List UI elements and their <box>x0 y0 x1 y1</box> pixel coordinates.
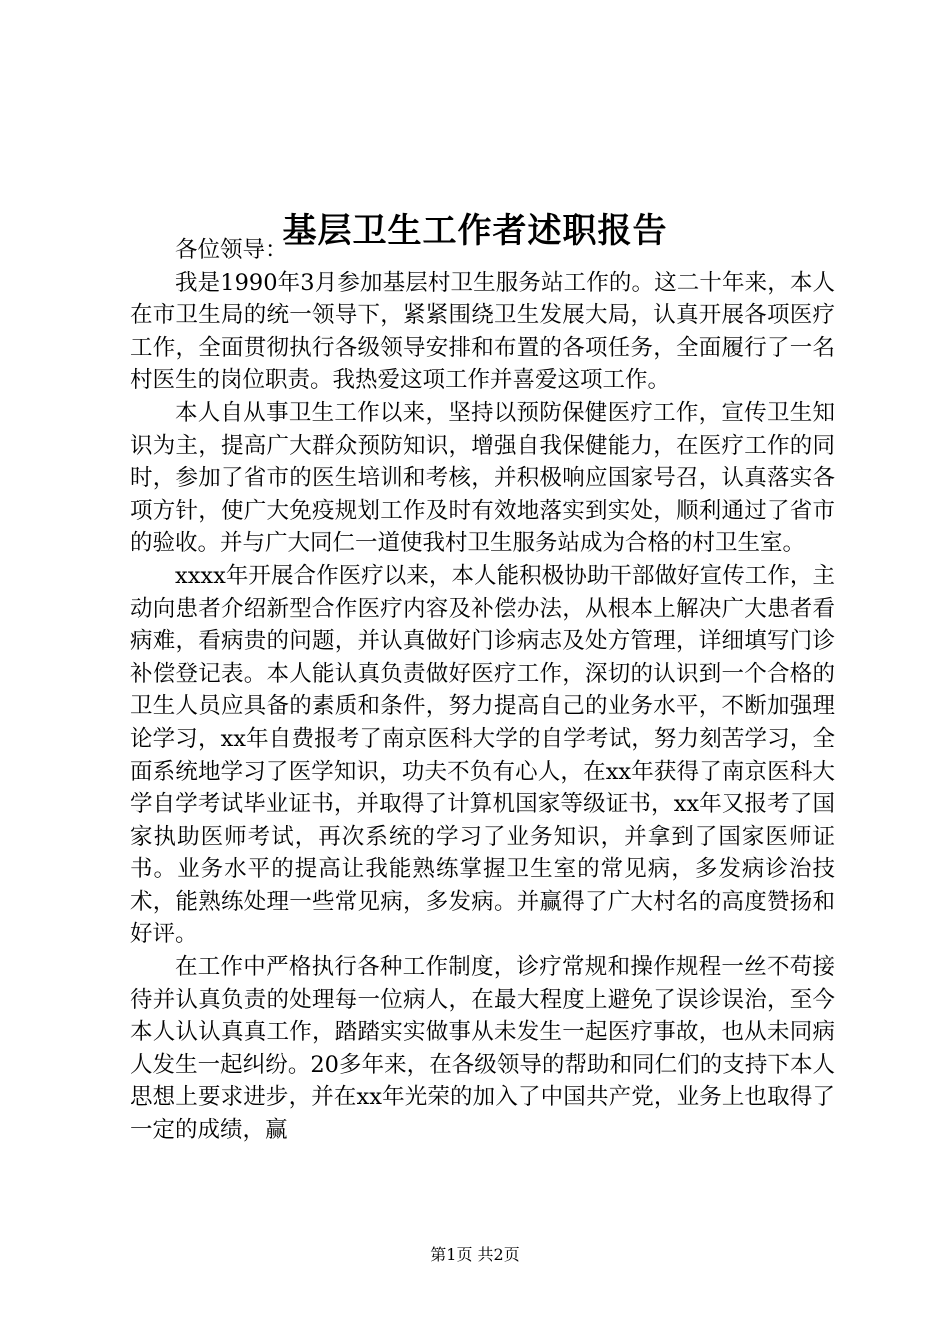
document-body <box>130 234 835 1147</box>
document-title: 基层卫生工作者述职报告 <box>282 210 668 251</box>
paragraph-3: xxxx年开展合作医疗以来，本人能积极协助干部做好宣传工作，主动向患者介绍新型合作医疗内容及补偿办法，从根本上解决广大患者看病难，看病贵的问题，并认真做好门诊病志及处方管理，详细填写门诊补偿登记表。本人能认真负责做好医疗工作，深切的认识到一个合格的卫生人员应具备的素质和条件，努力提高自己的业务水平，不断加强理论学习，xx年自费报考了南京医科大学的自学考试，努力刻苦学习，全面系统地学习了医学知识，功夫不负有心人，在xx年获得了南京医科大学自学考试毕业证书，并取得了计算机国家等级证书，xx年又报考了国家执助医师考试，再次系统的学习了业务知识，并拿到了国家医师证书。业务水平的提高让我能熟练掌握卫生室的常见病，多发病诊治技术，能熟练处理一些常见病，多发病。并赢得了广大村名的高度赞扬和好评。 <box>130 562 835 948</box>
paragraph-2: 本人自从事卫生工作以来，坚持以预防保健医疗工作，宣传卫生知识为主，提高广大群众预防知识，增强自我保健能力，在医疗工作的同时，参加了省市的医生培训和考核，并积极响应国家号召，认真落实各项方针，使广大免疫规划工作及时有效地落实到实处，顺利通过了省市的验收。并与广大同仁一道使我村卫生服务站成为合格的村卫生室。 <box>130 399 835 557</box>
paragraph-4: 在工作中严格执行各种工作制度，诊疗常规和操作规程一丝不苟接待并认真负责的处理每一位病人，在最大程度上避免了误诊误治，至今本人认认真真工作，踏踏实实做事从未发生一起医疗事故，也从未同病人发生一起纠纷。20多年来，在各级领导的帮助和同仁们的支持下本人思想上要求进步，并在xx年光荣的加入了中国共产党，业务上也取得了一定的成绩，赢 <box>130 954 835 1144</box>
paragraph-1: 我是1990年3月参加基层村卫生服务站工作的。这二十年来，本人在市卫生局的统一领导下，紧紧围绕卫生发展大局，认真开展各项医疗工作，全面贯彻执行各级领导安排和布置的各项任务，全面履行了一名村医生的岗位职责。我热爱这项工作并喜爱这项工作。 <box>130 269 835 394</box>
salutation: 各位领导： <box>175 237 288 263</box>
page-footer: 第1页 共2页 <box>430 1245 520 1264</box>
